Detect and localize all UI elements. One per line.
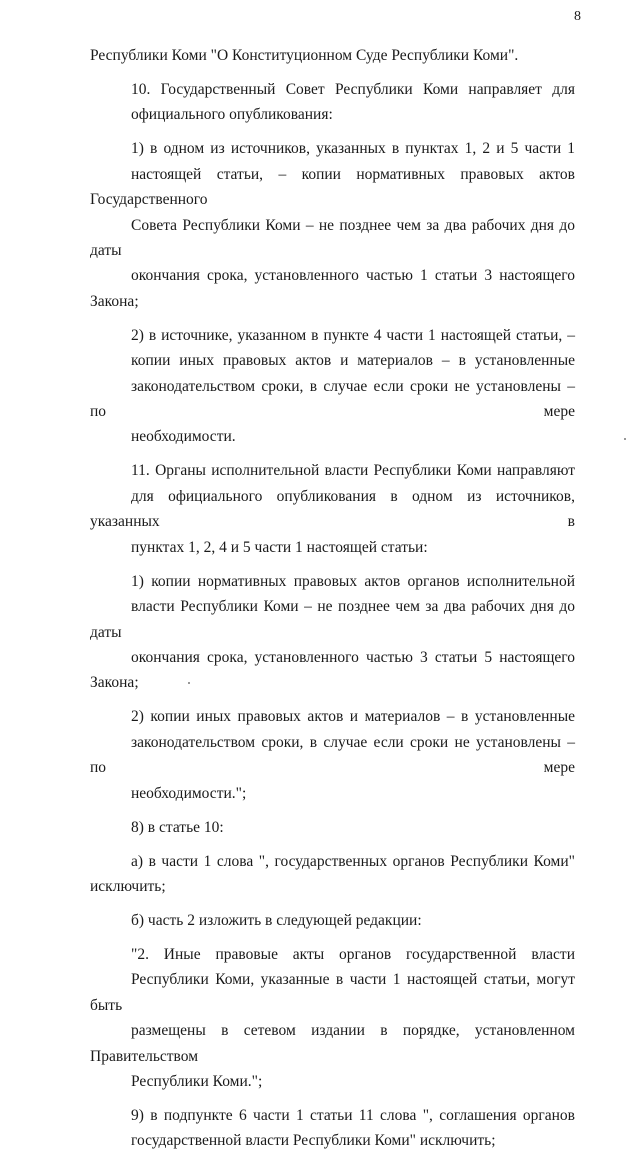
text-line: 11. Органы исполнительной власти Республики Коми направляют (131, 462, 575, 480)
paragraph (90, 77, 575, 128)
paragraph (90, 1103, 575, 1154)
paragraph (90, 942, 575, 1094)
text-line: Республики Коми."; (131, 1072, 263, 1090)
text-line: власти Республики Коми – не позднее чем за два рабочих дня до даты (90, 598, 575, 641)
text-line: необходимости. (131, 428, 236, 446)
paragraph (90, 704, 575, 806)
text-line: настоящей статьи, – копии нормативных правовых актов Государственного (90, 165, 575, 209)
text-line: Республики Коми "О Конституционном Суде Республики Коми". (90, 47, 519, 64)
text-line: а) в части 1 слова ", государственных органов Республики Коми" (131, 852, 575, 870)
paragraph (90, 815, 575, 840)
text-line: законодательством сроки, в случае если сроки не установлены – по мере (90, 377, 575, 421)
paragraph (90, 569, 575, 696)
text-line: 1) в одном из источников, указанных в пунктах 1, 2 и 5 части 1 (131, 140, 575, 158)
text-line: "2. Иные правовые акты органов государственной власти (131, 945, 575, 963)
text-line: 2) в источнике, указанном в пункте 4 части 1 настоящей статьи, – (131, 326, 575, 344)
text-line: для официального опубликования в одном из источников, указанных в (90, 487, 575, 531)
text-line: Совета Республики Коми – не позднее чем за два рабочих дня до даты (90, 216, 575, 260)
paragraph (90, 136, 575, 314)
paragraph (90, 43, 575, 68)
page-number: 8 (574, 9, 581, 24)
text-line: Республики Коми, указанные в части 1 настоящей статьи, могут быть (90, 971, 575, 1014)
text-line: государственной власти Республики Коми" исключить; (131, 1132, 496, 1150)
text-line: б) часть 2 изложить в следующей редакции: (131, 911, 422, 929)
text-line: пунктах 1, 2, 4 и 5 части 1 настоящей статьи: (131, 538, 428, 556)
text-line: размещены в сетевом издании в порядке, установленном Правительством (90, 1022, 575, 1065)
scan-speck (188, 682, 190, 684)
text-line: копии иных правовых актов и материалов – в установленные (131, 352, 575, 370)
document-body (90, 43, 575, 1162)
text-line: 8) в статье 10: (131, 818, 224, 836)
text-line: окончания срока, установленного частью 3 статьи 5 настоящего Закона; (90, 648, 575, 692)
scan-speck (624, 438, 626, 440)
text-line: законодательством сроки, в случае если сроки не установлены – по мере (90, 733, 575, 777)
text-line: 1) копии нормативных правовых актов органов исполнительной (131, 572, 575, 590)
paragraph (90, 908, 575, 933)
text-line: исключить; (90, 877, 166, 895)
text-line: 9) в подпункте 6 части 1 статьи 11 слова ", соглашения органов (131, 1106, 575, 1124)
paragraph (90, 323, 575, 450)
text-line: официального опубликования: (131, 106, 333, 124)
paragraph (90, 849, 575, 900)
text-line: необходимости."; (131, 784, 247, 802)
text-line: окончания срока, установленного частью 1 статьи 3 настоящего Закона; (90, 267, 575, 310)
text-line: 10. Государственный Совет Республики Коми направляет для (131, 81, 575, 98)
paragraph (90, 458, 575, 560)
text-line: 2) копии иных правовых актов и материалов – в установленные (131, 708, 575, 726)
